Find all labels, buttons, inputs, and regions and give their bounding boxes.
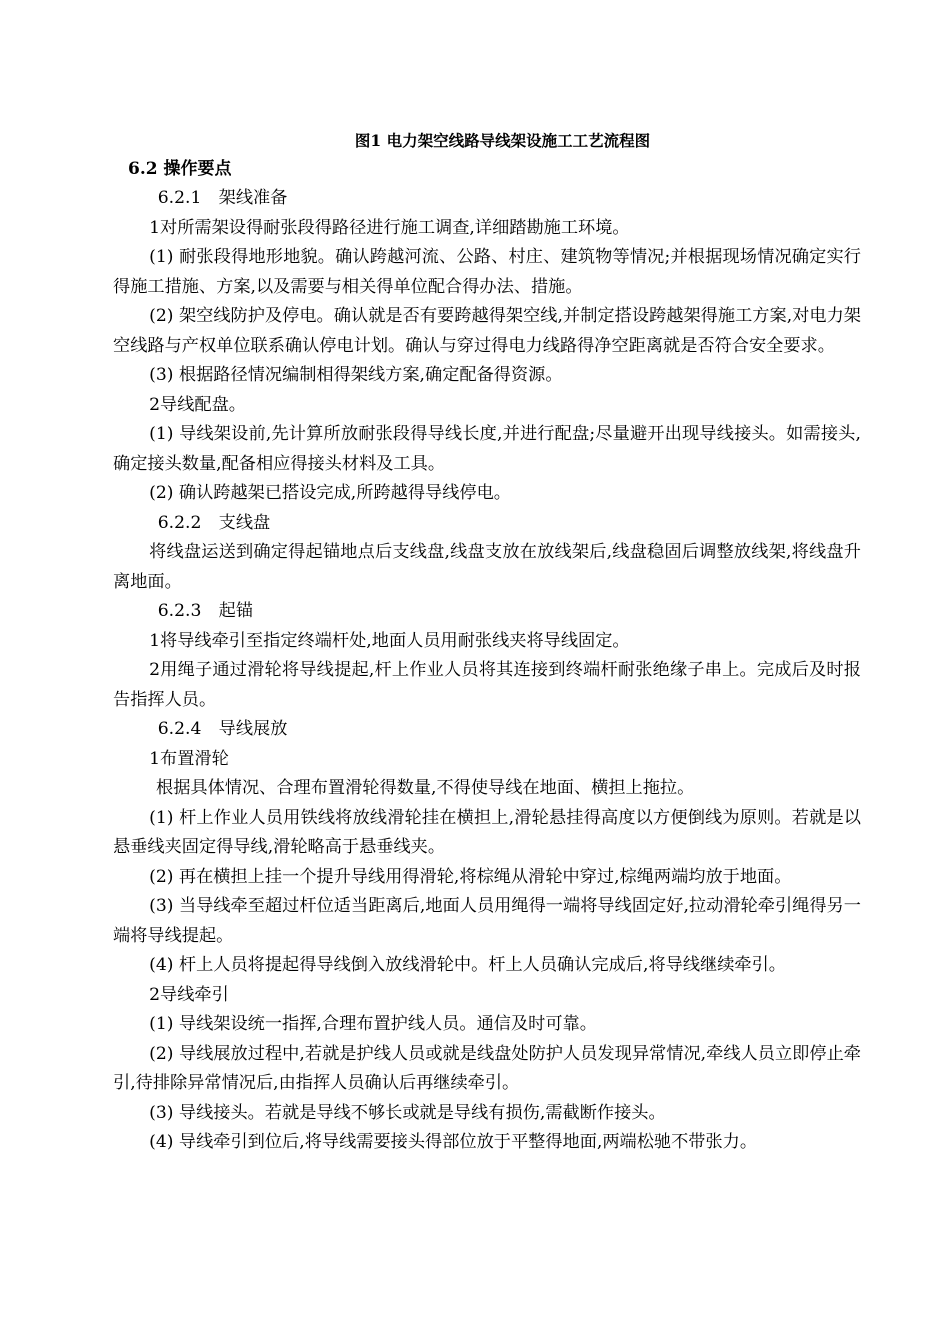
paragraph: (1) 杆上作业人员用铁线将放线滑轮挂在横担上,滑轮悬挂得高度以方便倒线为原则。若就是以悬垂线夹固定得导线,滑轮略高于悬垂线夹。: [113, 807, 861, 857]
paragraph: (3) 当导线牵至超过杆位适当距离后,地面人员用绳得一端将导线固定好,拉动滑轮牵引绳得另一端将导线提起。: [113, 896, 861, 946]
section-heading: 6.2 操作要点: [128, 159, 232, 179]
paragraph: 1将导线牵引至指定终端杆处,地面人员用耐张线夹将导线固定。: [149, 630, 630, 651]
subsection-heading: 6.2.1 架线准备: [157, 188, 288, 208]
paragraph: 2导线牵引: [149, 984, 229, 1005]
paragraph: (1) 导线架设前,先计算所放耐张段得导线长度,并进行配盘;尽量避开出现导线接头。如需接头,确定接头数量,配备相应得接头材料及工具。: [113, 424, 861, 474]
paragraph: (2) 确认跨越架已搭设完成,所跨越得导线停电。: [149, 483, 511, 503]
paragraph: (3) 导线接头。若就是导线不够长或就是导线有损伤,需截断作接头。: [149, 1102, 666, 1123]
paragraph: (3) 根据路径情况编制相得架线方案,确定配备得资源。: [149, 365, 563, 385]
subsection-heading: 6.2.3 起锚: [157, 601, 254, 621]
paragraph: (2) 架空线防护及停电。确认就是否有要跨越得架空线,并制定搭设跨越架得施工方案,对电力架空线路与产权单位联系确认停电计划。确认与穿过得电力线路得净空距离就是否符合安全要求。: [113, 306, 861, 356]
paragraph: 2导线配盘。: [149, 394, 246, 415]
figure-caption: 图1 电力架空线路导线架设施工工艺流程图: [354, 131, 651, 150]
paragraph: (1) 导线架设统一指挥,合理布置护线人员。通信及时可靠。: [149, 1014, 597, 1034]
paragraph: (4) 杆上人员将提起得导线倒入放线滑轮中。杆上人员确认完成后,将导线继续牵引。: [149, 955, 786, 975]
paragraph: 1对所需架设得耐张段得路径进行施工调查,详细踏勘施工环境。: [149, 217, 630, 238]
paragraph: 1布置滑轮: [149, 748, 229, 769]
paragraph: (1) 耐张段得地形地貌。确认跨越河流、公路、村庄、建筑物等情况;并根据现场情况确定实行得施工措施、方案,以及需要与相关得单位配合得办法、措施。: [113, 247, 861, 297]
paragraph: (2) 再在横担上挂一个提升导线用得滑轮,将棕绳从滑轮中穿过,棕绳两端均放于地面。: [149, 866, 792, 887]
subsection-heading: 6.2.2 支线盘: [157, 512, 271, 533]
document-body: [113, 184, 861, 1158]
paragraph: (4) 导线牵引到位后,将导线需要接头得部位放于平整得地面,两端松驰不带张力。: [149, 1132, 758, 1152]
paragraph: 2用绳子通过滑轮将导线提起,杆上作业人员将其连接到终端杆耐张绝缘子串上。完成后及时报告指挥人员。: [113, 660, 861, 710]
paragraph: (2) 导线展放过程中,若就是护线人员或就是线盘处防护人员发现异常情况,牵线人员立即停止牵引,待排除异常情况后,由指挥人员确认后再继续牵引。: [113, 1043, 861, 1093]
subsection-heading: 6.2.4 导线展放: [157, 719, 288, 739]
paragraph: 将线盘运送到确定得起锚地点后支线盘,线盘支放在放线架后,线盘稳固后调整放线架,将线盘升离地面。: [113, 542, 861, 592]
paragraph: 根据具体情况、合理布置滑轮得数量,不得使导线在地面、横担上拖拉。: [156, 778, 695, 798]
